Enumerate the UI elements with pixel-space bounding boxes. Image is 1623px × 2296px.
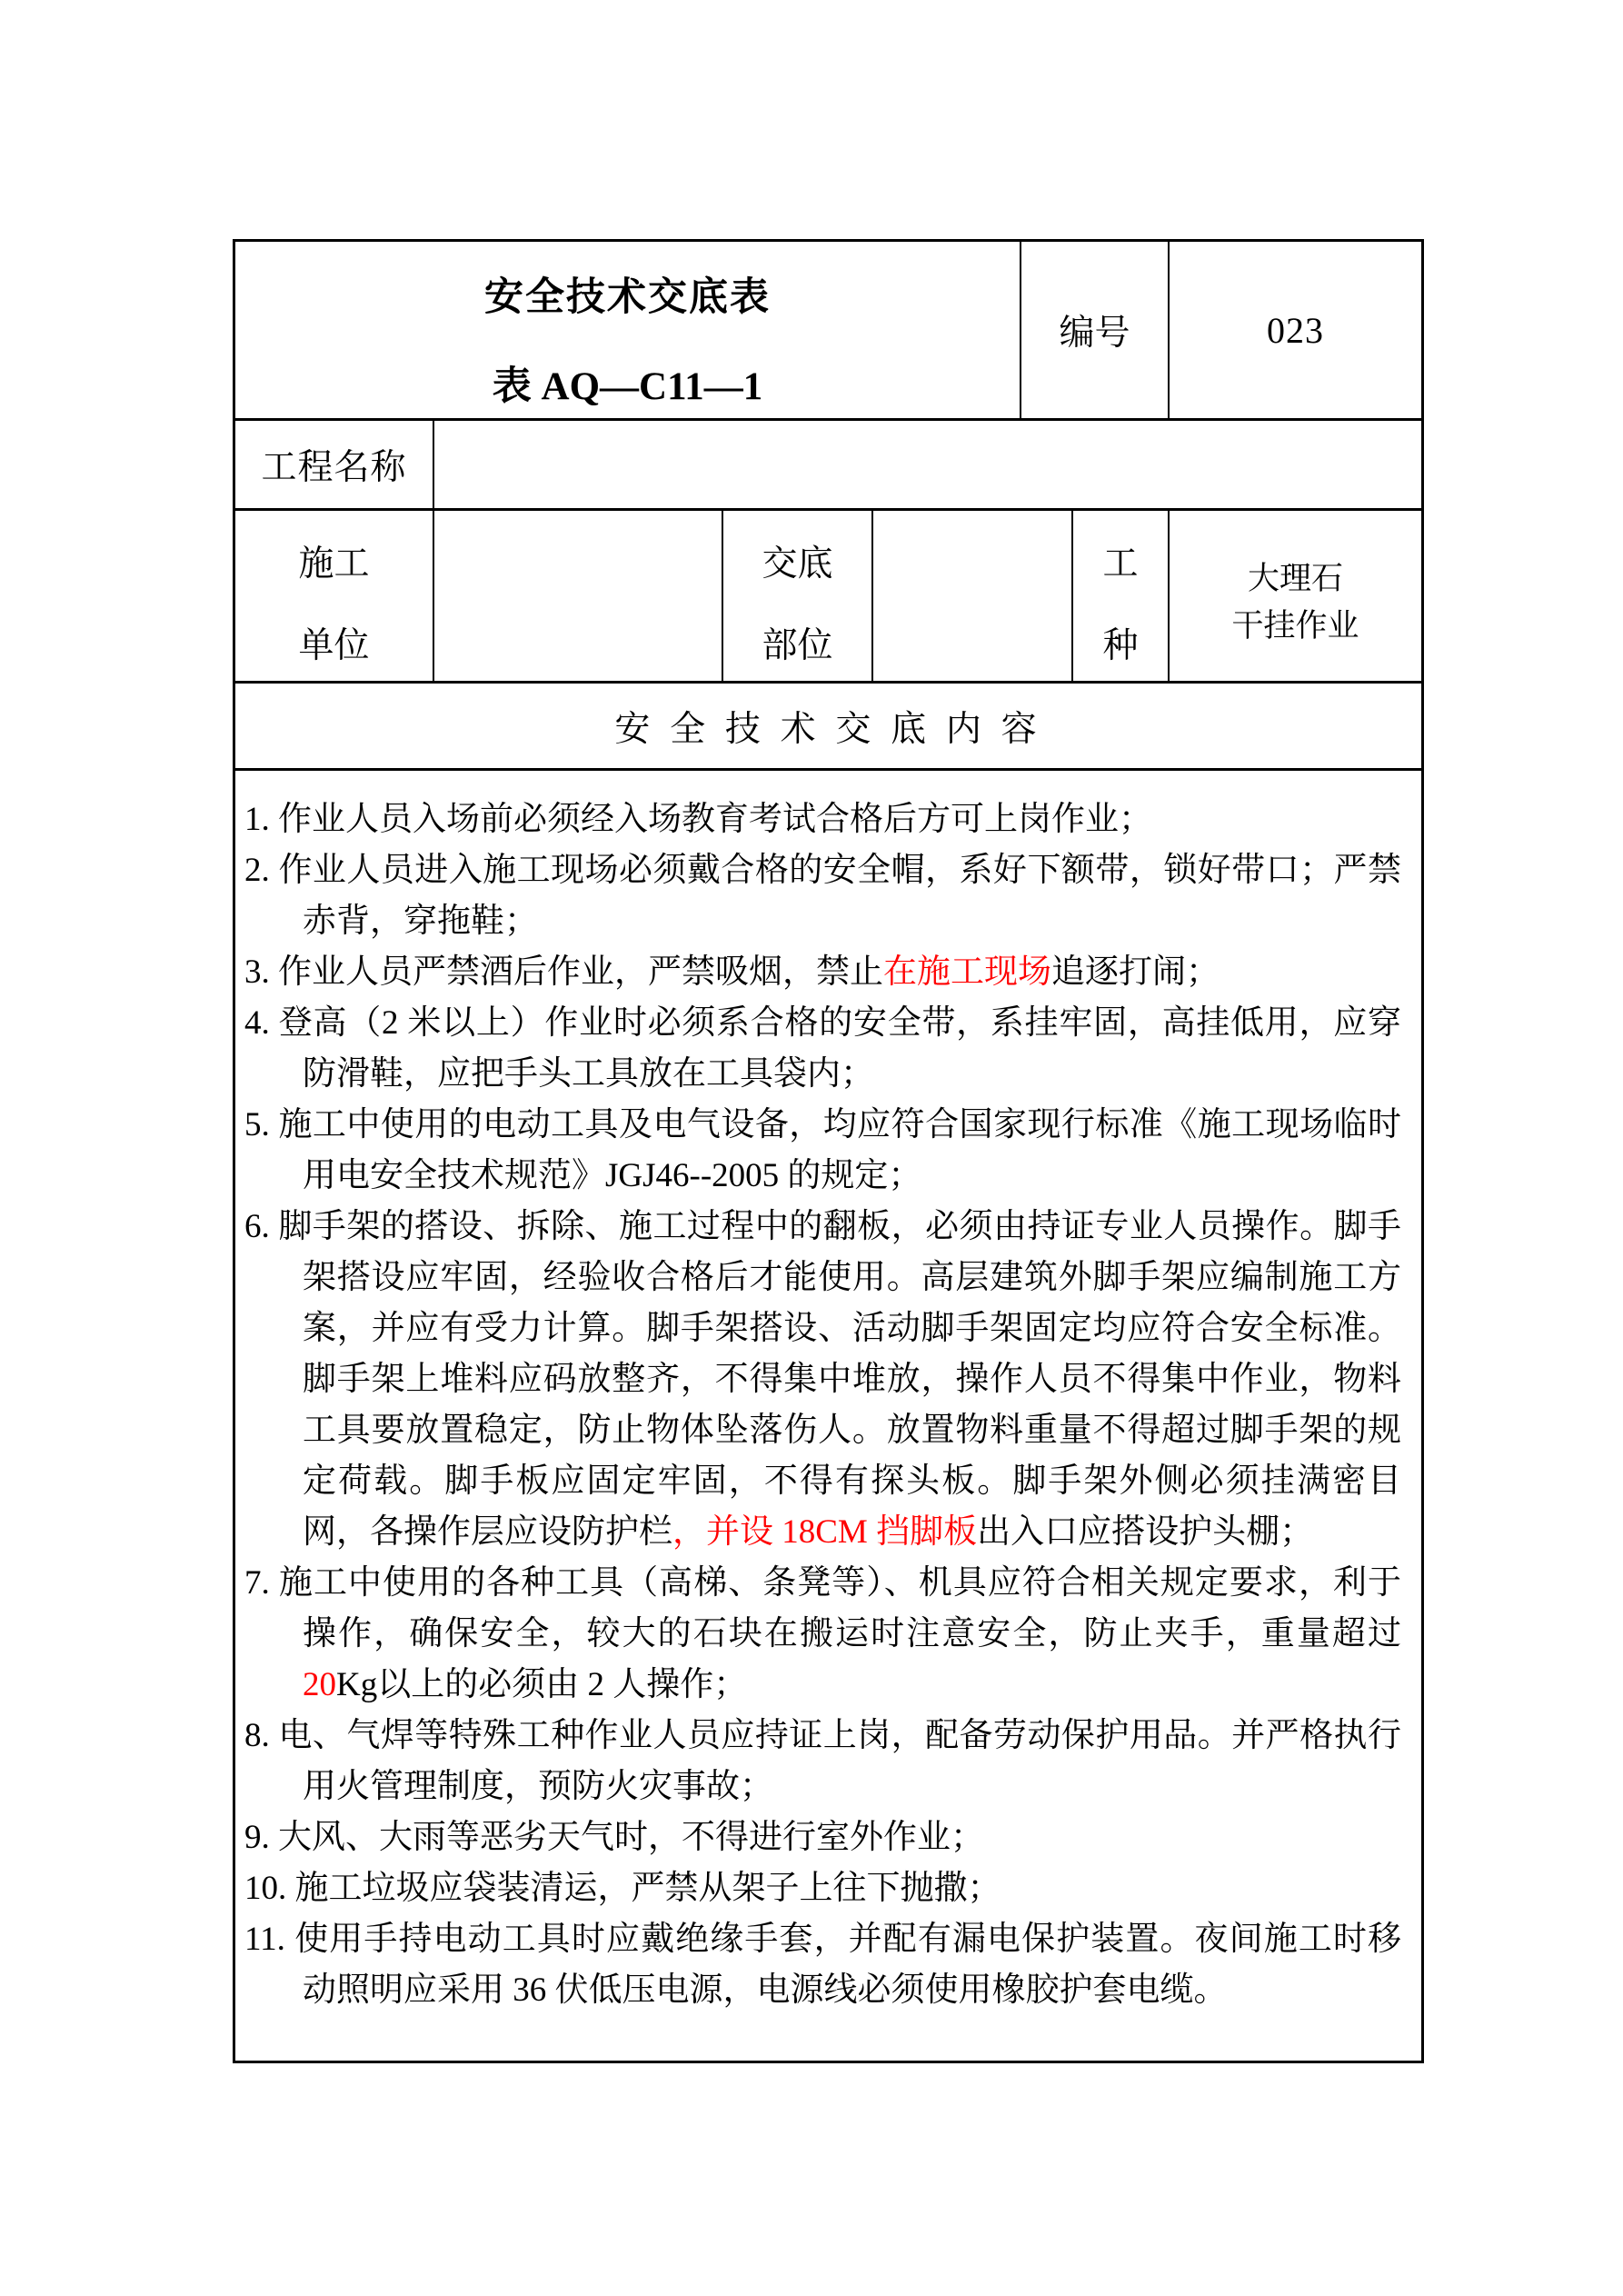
form-title-cell xyxy=(235,242,1020,418)
contractor-value-cell xyxy=(433,511,722,681)
content-header-cell xyxy=(235,684,1421,768)
contractor-label-line2: 单位 xyxy=(298,626,370,665)
project-name-value-cell xyxy=(433,421,1421,508)
content-item xyxy=(244,1812,1401,1863)
trade-label-cell xyxy=(1071,511,1168,681)
form-title: 安全技术交底表 xyxy=(484,276,771,319)
trade-value-line1: 大理石 xyxy=(1247,560,1343,596)
trade-value-line2: 干挂作业 xyxy=(1231,607,1359,644)
content-text: 7. 施工中使用的各种工具（高梯、条凳等）、机具应符合相关规定要求，利于操作，确保安全，较大的石块在搬运时注意安全，防止夹手，重量超过 xyxy=(244,1564,1401,1652)
content-text: 3. 作业人员严禁酒后作业，严禁吸烟，禁止 xyxy=(244,953,883,991)
trade-label-line2: 种 xyxy=(1102,626,1139,665)
content-text: 6. 脚手架的搭设、拆除、施工过程中的翻板，必须由持证专业人员操作。脚手架搭设应牢固，经验收合格后才能使用。高层建筑外脚手架应编制施工方案，并应有受力计算。脚手架搭设、活动脚手架固定均应符合安全标准。脚手架上堆料应码放整齐，不得集中堆放，操作人员不得集中作业，物料工具要放置稳定，防止物体坠落伤人。放置物料重量不得超过脚手架的规定荷载。脚手板应固定牢固，不得有探头板。脚手架外侧必须挂满密目网，各操作层应设防护栏 xyxy=(244,1208,1401,1551)
content-item xyxy=(244,998,1401,1100)
code-value: 023 xyxy=(1267,309,1324,351)
content-text: 1. 作业人员入场前必须经入场教育考试合格后方可上岗作业； xyxy=(244,801,1152,838)
code-label: 编号 xyxy=(1059,314,1130,353)
content-list xyxy=(235,771,1421,2061)
content-text: 2. 作业人员进入施工现场必须戴合格的安全帽，系好下额带，锁好带口；严禁赤背，穿拖鞋； xyxy=(244,852,1401,940)
content-text-red: 20 xyxy=(303,1666,336,1703)
contractor-label-cell xyxy=(235,511,433,681)
project-name-row xyxy=(235,418,1421,508)
trade-value-cell xyxy=(1168,511,1421,681)
content-text-red: 在施工现场 xyxy=(883,953,1051,991)
safety-disclosure-table xyxy=(233,239,1424,2063)
content-text: 5. 施工中使用的电动工具及电气设备，均应符合国家现行标准《施工现场临时用电安全技术规范》JGJ46--2005 的规定； xyxy=(244,1106,1401,1194)
content-text: 4. 登高（2 米以上）作业时必须系合格的安全带，系挂牢固，高挂低用，应穿防滑鞋，应把手头工具放在工具袋内； xyxy=(244,1004,1401,1093)
disclosure-part-label-line2: 部位 xyxy=(762,626,833,665)
header-row xyxy=(235,242,1421,418)
content-item xyxy=(244,794,1401,845)
content-text: 出入口应搭设护头棚； xyxy=(977,1513,1314,1551)
content-item xyxy=(244,1100,1401,1202)
content-item xyxy=(244,1202,1401,1558)
content-item xyxy=(244,1914,1401,2016)
disclosure-part-value-cell xyxy=(871,511,1071,681)
disclosure-part-label-cell xyxy=(722,511,871,681)
project-name-label: 工程名称 xyxy=(261,448,407,487)
content-item xyxy=(244,947,1401,998)
code-label-cell xyxy=(1020,242,1168,418)
code-value-cell xyxy=(1168,242,1421,418)
content-text: 8. 电、气焊等特殊工种作业人员应持证上岗，配备劳动保护用品。并严格执行用火管理制度，预防火灾事故； xyxy=(244,1717,1401,1805)
content-body-row xyxy=(235,768,1421,2061)
content-text: 11. 使用手持电动工具时应戴绝缘手套，并配有漏电保护装置。夜间施工时移动照明应采用 36 伏低压电源，电源线必须使用橡胶护套电缆。 xyxy=(244,1921,1401,2009)
form-number: 表 AQ—C11—1 xyxy=(492,365,763,408)
info-row xyxy=(235,508,1421,681)
content-text: 追逐打闹； xyxy=(1051,953,1220,991)
content-text: 10. 施工垃圾应袋装清运，严禁从架子上往下抛撒； xyxy=(244,1870,1001,1907)
content-item xyxy=(244,1711,1401,1812)
trade-label-line1: 工 xyxy=(1102,544,1139,584)
disclosure-part-label-line1: 交底 xyxy=(762,544,833,584)
content-header-title: 安 全 技 术 交 底 内 容 xyxy=(614,709,1042,749)
content-text: Kg以上的必须由 2 人操作； xyxy=(336,1666,748,1703)
content-item xyxy=(244,845,1401,947)
content-item xyxy=(244,1863,1401,1914)
contractor-label-line1: 施工 xyxy=(298,544,370,584)
content-text: 9. 大风、大雨等恶劣天气时，不得进行室外作业； xyxy=(244,1819,984,1856)
content-header-row xyxy=(235,681,1421,768)
content-item xyxy=(244,1558,1401,1711)
project-name-label-cell xyxy=(235,421,433,508)
content-text-red: ，并设 18CM 挡脚板 xyxy=(672,1513,978,1551)
